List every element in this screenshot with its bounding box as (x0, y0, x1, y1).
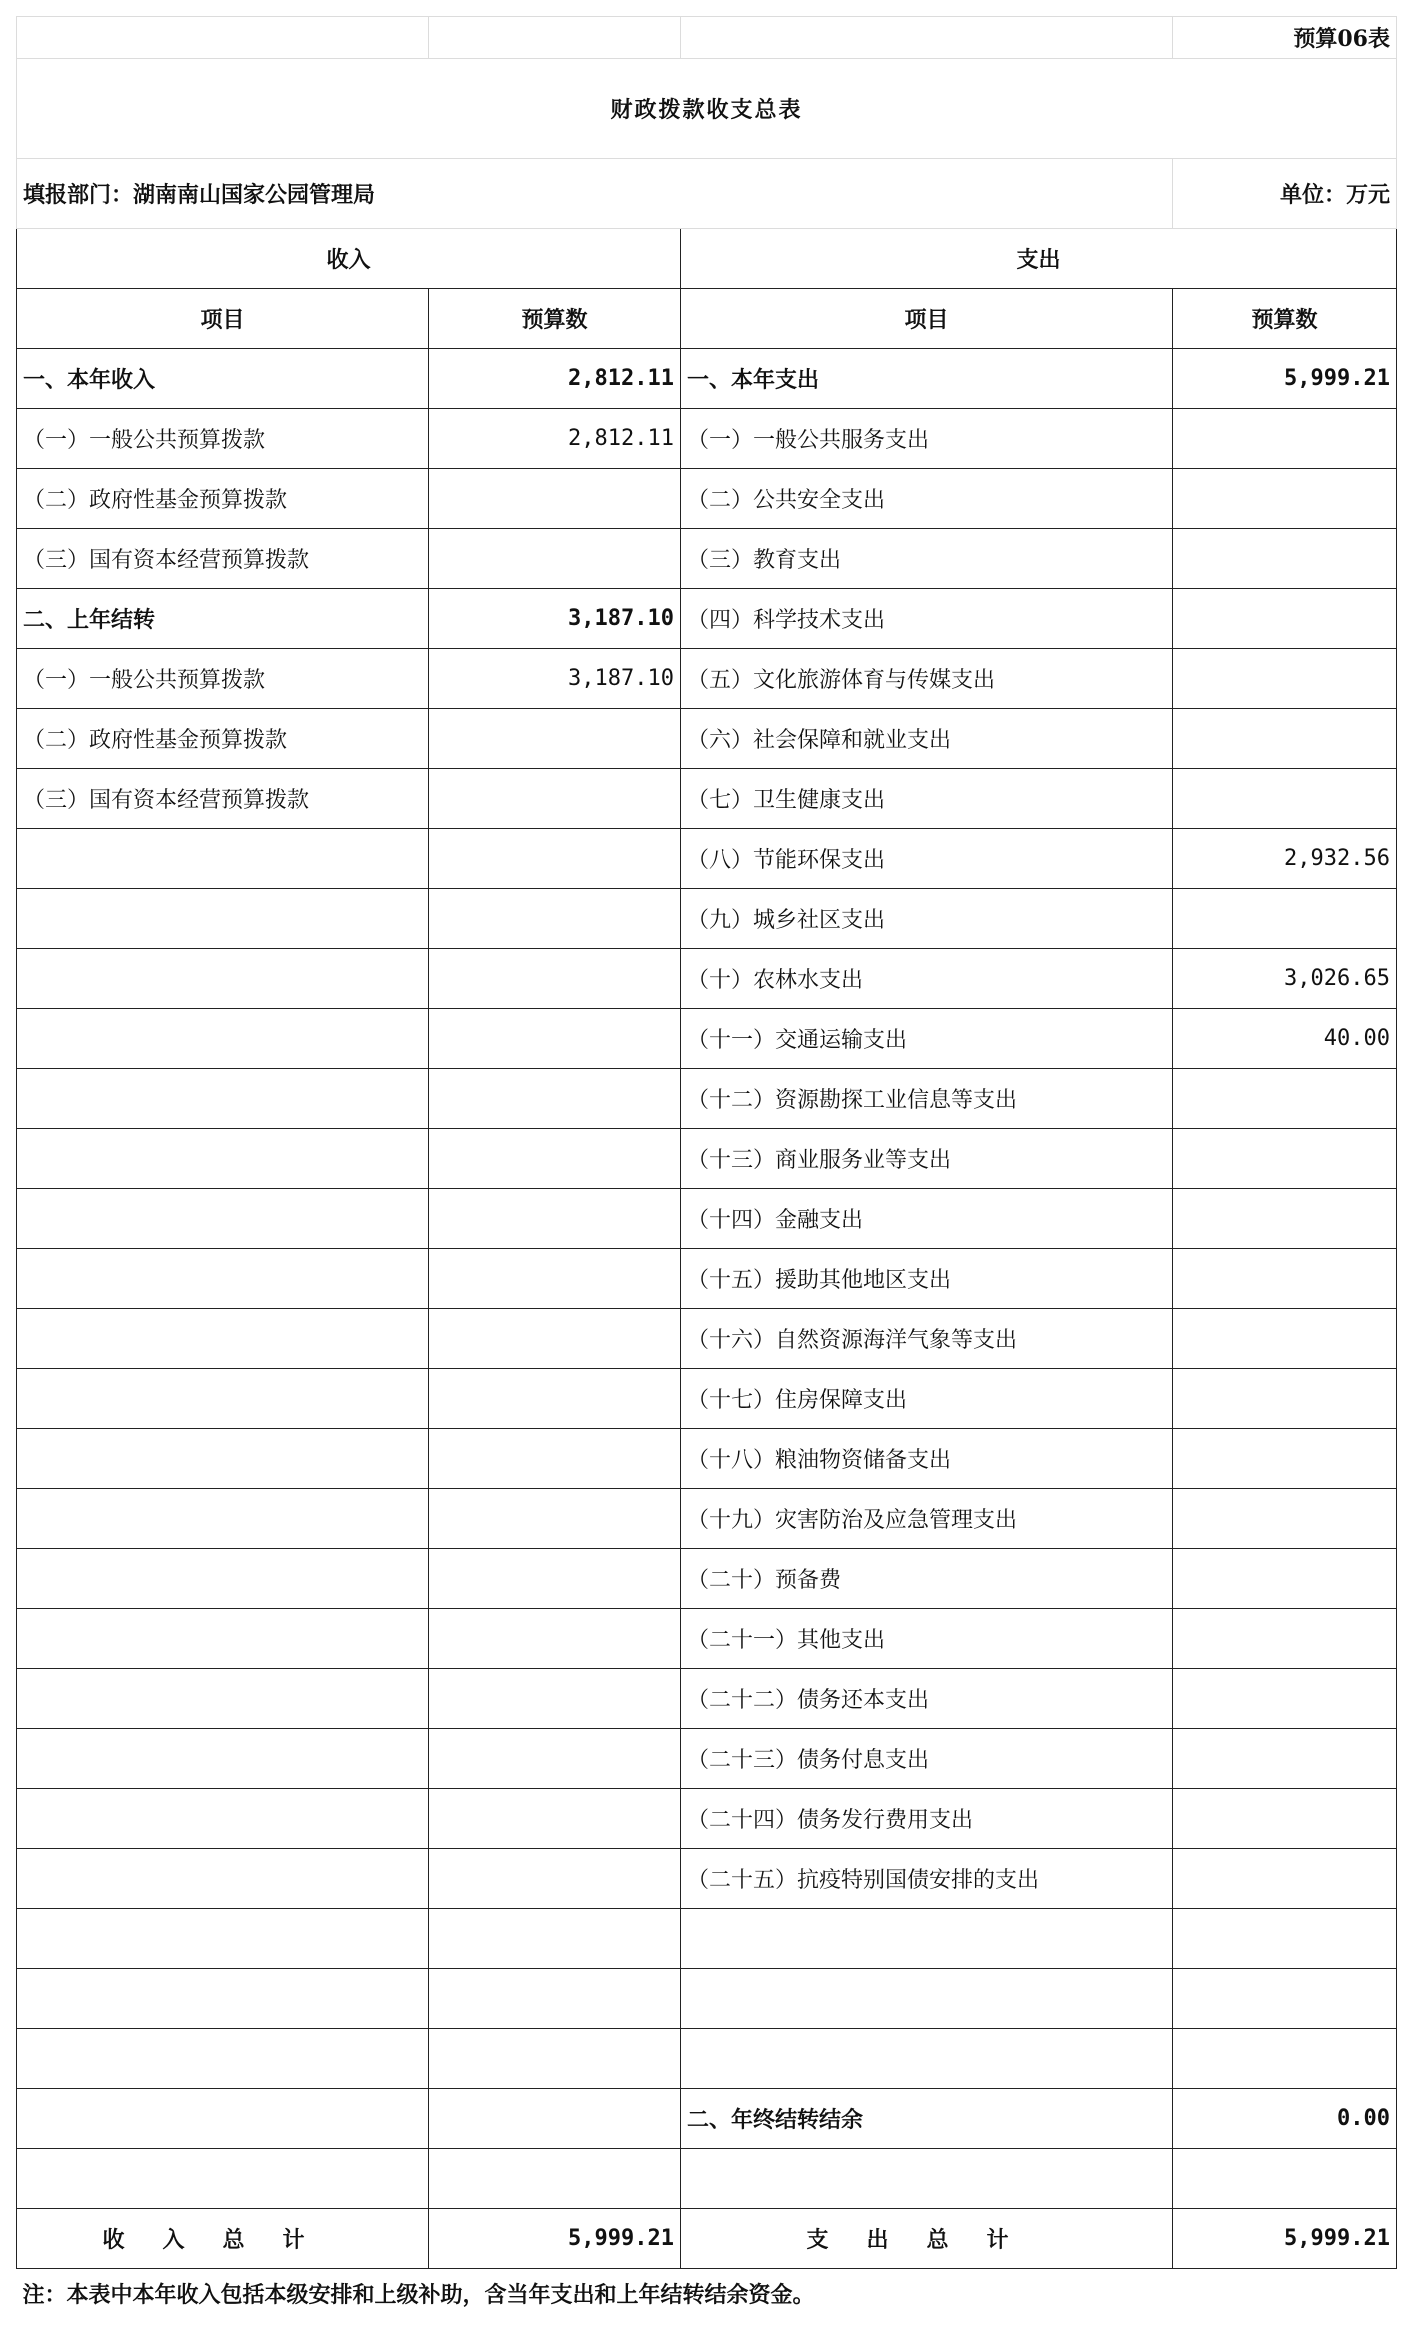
expense-amount-cell (1173, 529, 1397, 589)
table-row (17, 589, 1397, 649)
expense-amount-cell (1173, 1849, 1397, 1909)
income-item-cell (17, 2029, 429, 2089)
income-item-header: 项目 (17, 289, 429, 349)
expense-amount-cell (1173, 1249, 1397, 1309)
expense-item-cell: （十六）自然资源海洋气象等支出 (681, 1309, 1173, 1369)
form-code: 预算06表 (1173, 17, 1397, 59)
expense-item-cell: （十三）商业服务业等支出 (681, 1129, 1173, 1189)
totals-row (17, 2209, 1397, 2269)
expense-amount-cell (1173, 1189, 1397, 1249)
table-row (17, 1549, 1397, 1609)
table-row (17, 1729, 1397, 1789)
expense-amount-cell (1173, 1069, 1397, 1129)
table-row (17, 1969, 1397, 2029)
income-amount-cell (429, 1969, 681, 2029)
expense-amount-cell (1173, 1129, 1397, 1189)
table-row (17, 649, 1397, 709)
expense-total-label: 支出总计 (681, 2209, 1173, 2269)
table-row (17, 2089, 1397, 2149)
table-row (17, 409, 1397, 469)
table-row (17, 1609, 1397, 1669)
expense-item-cell (681, 2029, 1173, 2089)
expense-amount-cell: 3,026.65 (1173, 949, 1397, 1009)
table-row (17, 1429, 1397, 1489)
income-item-cell: （一）一般公共预算拨款 (17, 409, 429, 469)
income-amount-cell (429, 1669, 681, 1729)
expense-item-cell: （一）一般公共服务支出 (681, 409, 1173, 469)
income-item-cell: （二）政府性基金预算拨款 (17, 709, 429, 769)
income-amount-cell (429, 709, 681, 769)
expense-item-cell: （二十四）债务发行费用支出 (681, 1789, 1173, 1849)
income-item-cell (17, 949, 429, 1009)
income-item-cell: （二）政府性基金预算拨款 (17, 469, 429, 529)
income-amount-cell (429, 529, 681, 589)
expense-total-amount: 5,999.21 (1173, 2209, 1397, 2269)
income-item-cell (17, 1549, 429, 1609)
expense-item-cell: 一、本年支出 (681, 349, 1173, 409)
table-row (17, 1249, 1397, 1309)
expense-amount-cell: 2,932.56 (1173, 829, 1397, 889)
income-total-amount: 5,999.21 (429, 2209, 681, 2269)
expense-amount-cell (1173, 649, 1397, 709)
table-row (17, 2029, 1397, 2089)
income-item-cell (17, 1909, 429, 1969)
table-row (17, 1369, 1397, 1429)
table-row (17, 769, 1397, 829)
table-row (17, 1129, 1397, 1189)
expense-amount-cell (1173, 709, 1397, 769)
table-row (17, 1009, 1397, 1069)
income-amount-cell: 2,812.11 (429, 349, 681, 409)
income-amount-cell (429, 1789, 681, 1849)
expense-amount-cell (1173, 889, 1397, 949)
table-row (17, 1789, 1397, 1849)
table-row (17, 709, 1397, 769)
income-item-cell: 一、本年收入 (17, 349, 429, 409)
table-row (17, 1669, 1397, 1729)
expense-item-cell (681, 1909, 1173, 1969)
expense-amount-cell (1173, 1969, 1397, 2029)
expense-amount-cell (1173, 769, 1397, 829)
income-amount-cell (429, 1369, 681, 1429)
expense-header: 支出 (681, 229, 1397, 289)
income-item-cell (17, 1309, 429, 1369)
table-row (17, 349, 1397, 409)
income-item-cell (17, 2149, 429, 2209)
expense-item-cell: （十）农林水支出 (681, 949, 1173, 1009)
income-amount-cell (429, 829, 681, 889)
table-row (17, 1489, 1397, 1549)
table-row (17, 1309, 1397, 1369)
income-amount-cell (429, 2029, 681, 2089)
expense-item-cell: （九）城乡社区支出 (681, 889, 1173, 949)
expense-item-cell: （十二）资源勘探工业信息等支出 (681, 1069, 1173, 1129)
income-item-cell (17, 1069, 429, 1129)
income-amount-cell: 3,187.10 (429, 649, 681, 709)
income-amount-cell (429, 889, 681, 949)
page-title: 财政拨款收支总表 (17, 59, 1397, 159)
income-header: 收入 (17, 229, 681, 289)
expense-budget-header: 预算数 (1173, 289, 1397, 349)
income-amount-cell (429, 2089, 681, 2149)
income-item-cell (17, 2089, 429, 2149)
income-amount-cell (429, 1429, 681, 1489)
income-amount-cell: 2,812.11 (429, 409, 681, 469)
table-row (17, 2149, 1397, 2209)
expense-amount-cell (1173, 1669, 1397, 1729)
table-row (17, 949, 1397, 1009)
expense-amount-cell: 0.00 (1173, 2089, 1397, 2149)
income-item-cell (17, 889, 429, 949)
expense-amount-cell (1173, 2149, 1397, 2209)
table-row (17, 1909, 1397, 1969)
expense-amount-cell (1173, 1789, 1397, 1849)
expense-amount-cell (1173, 1489, 1397, 1549)
income-amount-cell (429, 1729, 681, 1789)
income-item-cell: （一）一般公共预算拨款 (17, 649, 429, 709)
income-amount-cell (429, 1849, 681, 1909)
income-amount-cell (429, 1249, 681, 1309)
expense-amount-cell (1173, 589, 1397, 649)
income-amount-cell: 3,187.10 (429, 589, 681, 649)
income-item-cell (17, 1249, 429, 1309)
income-amount-cell (429, 1549, 681, 1609)
expense-amount-cell (1173, 1369, 1397, 1429)
income-amount-cell (429, 1609, 681, 1669)
expense-item-cell: （五）文化旅游体育与传媒支出 (681, 649, 1173, 709)
expense-amount-cell: 40.00 (1173, 1009, 1397, 1069)
income-item-cell (17, 1609, 429, 1669)
expense-item-cell: （二）公共安全支出 (681, 469, 1173, 529)
expense-item-cell: （三）教育支出 (681, 529, 1173, 589)
expense-item-cell: 二、年终结转结余 (681, 2089, 1173, 2149)
income-item-cell (17, 1849, 429, 1909)
expense-item-cell: （二十三）债务付息支出 (681, 1729, 1173, 1789)
income-budget-header: 预算数 (429, 289, 681, 349)
expense-amount-cell: 5,999.21 (1173, 349, 1397, 409)
expense-item-cell: （六）社会保障和就业支出 (681, 709, 1173, 769)
expense-item-cell: （十七）住房保障支出 (681, 1369, 1173, 1429)
income-item-cell: （三）国有资本经营预算拨款 (17, 529, 429, 589)
expense-item-cell: （二十一）其他支出 (681, 1609, 1173, 1669)
income-item-cell (17, 1489, 429, 1549)
expense-amount-cell (1173, 1609, 1397, 1669)
income-amount-cell (429, 1129, 681, 1189)
expense-amount-cell (1173, 2029, 1397, 2089)
income-amount-cell (429, 2149, 681, 2209)
income-amount-cell (429, 1309, 681, 1369)
expense-amount-cell (1173, 1549, 1397, 1609)
income-item-cell: （三）国有资本经营预算拨款 (17, 769, 429, 829)
table-row (17, 1189, 1397, 1249)
expense-amount-cell (1173, 1909, 1397, 1969)
expense-item-cell: （十四）金融支出 (681, 1189, 1173, 1249)
income-amount-cell (429, 949, 681, 1009)
table-row (17, 829, 1397, 889)
expense-item-cell: （二十五）抗疫特别国债安排的支出 (681, 1849, 1173, 1909)
budget-table (16, 16, 1397, 2319)
table-row (17, 469, 1397, 529)
expense-item-cell: （十一）交通运输支出 (681, 1009, 1173, 1069)
income-amount-cell (429, 1189, 681, 1249)
income-amount-cell (429, 1009, 681, 1069)
income-amount-cell (429, 1909, 681, 1969)
income-item-cell (17, 1669, 429, 1729)
expense-item-cell: （十五）援助其他地区支出 (681, 1249, 1173, 1309)
expense-amount-cell (1173, 1429, 1397, 1489)
income-item-cell (17, 1189, 429, 1249)
table-row (17, 529, 1397, 589)
income-amount-cell (429, 1489, 681, 1549)
income-item-cell (17, 1969, 429, 2029)
income-item-cell (17, 1729, 429, 1789)
expense-item-cell: （十九）灾害防治及应急管理支出 (681, 1489, 1173, 1549)
table-row (17, 1069, 1397, 1129)
expense-amount-cell (1173, 1729, 1397, 1789)
expense-item-cell: （二十）预备费 (681, 1549, 1173, 1609)
income-item-cell (17, 1369, 429, 1429)
income-item-cell (17, 1789, 429, 1849)
income-item-cell (17, 1129, 429, 1189)
footnote: 注：本表中本年收入包括本级安排和上级补助，含当年支出和上年结转结余资金。 (22, 2282, 815, 2309)
income-amount-cell (429, 469, 681, 529)
expense-item-cell: （七）卫生健康支出 (681, 769, 1173, 829)
expense-item-cell (681, 2149, 1173, 2209)
expense-amount-cell (1173, 1309, 1397, 1369)
income-item-cell (17, 1009, 429, 1069)
expense-item-cell: （十八）粮油物资储备支出 (681, 1429, 1173, 1489)
department-label: 填报部门：湖南南山国家公园管理局 (17, 159, 1173, 229)
income-amount-cell (429, 1069, 681, 1129)
unit-label: 单位：万元 (1173, 159, 1397, 229)
expense-item-header: 项目 (681, 289, 1173, 349)
income-amount-cell (429, 769, 681, 829)
expense-item-cell: （四）科学技术支出 (681, 589, 1173, 649)
expense-amount-cell (1173, 469, 1397, 529)
income-total-label: 收入总计 (17, 2209, 429, 2269)
income-item-cell (17, 1429, 429, 1489)
income-item-cell: 二、上年结转 (17, 589, 429, 649)
income-item-cell (17, 829, 429, 889)
expense-amount-cell (1173, 409, 1397, 469)
expense-item-cell: （八）节能环保支出 (681, 829, 1173, 889)
table-row (17, 1849, 1397, 1909)
expense-item-cell: （二十二）债务还本支出 (681, 1669, 1173, 1729)
expense-item-cell (681, 1969, 1173, 2029)
table-row (17, 889, 1397, 949)
